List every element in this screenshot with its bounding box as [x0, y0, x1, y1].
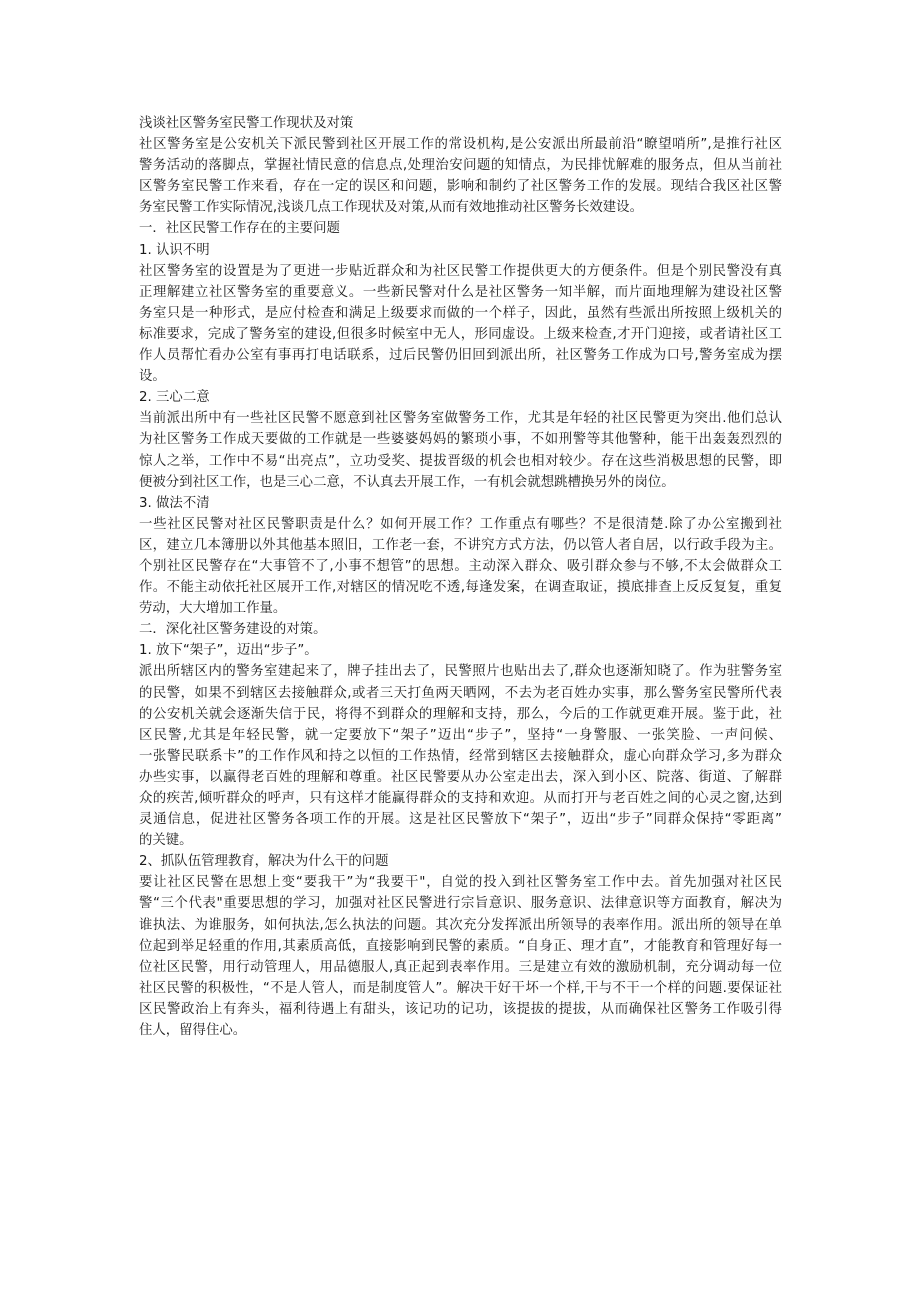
text-line: 住人，留得住心。: [139, 1023, 247, 1039]
text-line: 1. 认识不明: [139, 242, 210, 258]
document-title: 浅谈社区警务室民警工作现状及对策: [139, 116, 354, 131]
text-line: 劳动，大大增加工作量。: [139, 601, 287, 617]
text-line: 派出所辖区内的警务室建起来了，牌子挂出去了，民警照片也贴出去了,群众也逐渐知晓了。作为驻警务室: [139, 664, 782, 680]
text-line: 务室只是一种形式，是应付检查和满足上级要求而做的一个样子，因此，虽然有些派出所按照上级机关的: [139, 305, 782, 321]
text-line: 的公安机关就会逐渐失信于民，将得不到群众的理解和支持，那么，今后的工作就更难开展。鉴于此，社: [139, 706, 782, 722]
text-line: 位起到举足轻重的作用,其素质高低，直接影响到民警的素质。“自身正、理才直”，才能教育和管理好每一: [139, 938, 782, 954]
text-line: 一些社区民警对社区民警职责是什么？如何开展工作？工作重点有哪些？不是很清楚.除了办公室搬到社: [139, 516, 782, 532]
text-line: 标准要求，完成了警务室的建设,但很多时候室中无人，形同虚设。上级来检查,才开门迎接，或者请社区工: [139, 326, 782, 342]
text-line: 区警务室民警工作来看，存在一定的误区和问题，影响和制约了社区警务工作的发展。现结合我区社区警: [139, 179, 782, 195]
text-line: 社区警务室的设置是为了更进一步贴近群众和为社区民警工作提供更大的方便条件。但是个别民警没有真: [139, 263, 782, 279]
text-line: 3. 做法不清: [139, 495, 210, 511]
text-line: 区，建立几本簿册以外其他基本照旧，工作老一套，不讲究方式方法，仍以管人者自居，以行政手段为主。: [139, 537, 782, 553]
text-line: 社区警务室是公安机关下派民警到社区开展工作的常设机构,是公安派出所最前沿“瞭望哨所”,是推行社区: [139, 137, 782, 153]
text-line: 灵通信息，促进社区警务各项工作的开展。这是社区民警放下“架子”，迈出“步子”同群众保持“零距离”: [139, 812, 782, 828]
text-line: 谁执法、为谁服务，如何执法,怎么执法的问题。其次充分发挥派出所领导的表率作用。派出所的领导在单: [139, 917, 782, 933]
text-line: 众的疾苦,倾听群众的呼声，只有这样才能赢得群众的支持和欢迎。从而打开与老百姓之间的心灵之窗,达到: [139, 791, 782, 806]
document-page: [139, 113, 782, 1041]
text-line: 当前派出所中有一些社区民警不愿意到社区警务室做警务工作，尤其是年轻的社区民警更为突出.他们总认: [139, 411, 782, 427]
text-line: 社区民警的积极性，“不是人管人，而是制度管人”。解决干好干坏一个样,干与不干一个样的问题.要保证社: [139, 980, 782, 996]
text-line: 作。不能主动依托社区展开工作,对辖区的情况吃不透,每逢发案，在调查取证，摸底排查上反反复复，重复: [139, 580, 782, 596]
text-line: 警“三个代表"重要思想的学习，加强对社区民警进行宗旨意识、服务意识、法律意识等方面教育，解决为: [139, 896, 782, 912]
text-line: 一．社区民警工作存在的主要问题: [139, 221, 340, 237]
text-line: 一张警民联系卡”的工作作风和持之以恒的工作热情，经常到辖区去接触群众，虚心向群众学习,多为群众: [139, 748, 782, 764]
text-line: 要让社区民警在思想上变“要我干”为“我要干"，自觉的投入到社区警务室工作中去。首先加强对社区民: [139, 875, 782, 891]
text-line: 办些实事，以赢得老百姓的理解和尊重。社区民警要从办公室走出去，深入到小区、院落、街道、了解群: [139, 769, 782, 785]
text-line: 的民警，如果不到辖区去接触群众,或者三天打鱼两天晒网，不去为老百姓办实事，那么警务室民警所代表: [139, 685, 782, 701]
text-line: 区民警政治上有奔头，福利待遇上有甜头，该记功的记功，该提拔的提拔，从而确保社区警务工作吸引得: [139, 1001, 782, 1017]
text-line: 警务活动的落脚点，掌握社情民意的信息点,处理治安问题的知情点，为民排忧解难的服务点，但从当前社: [139, 158, 782, 174]
text-line: 惊人之举，工作中不易“出亮点”，立功受奖、提拔晋级的机会也相对较少。存在这些消极思想的民警，即: [139, 453, 782, 469]
text-line: 便被分到社区工作，也是三心二意，不认真去开展工作，一有机会就想跳槽换另外的岗位。: [139, 474, 675, 490]
text-line: 2. 三心二意: [139, 390, 210, 406]
text-line: 个别社区民警存在“大事管不了,小事不想管”的思想。主动深入群众、吸引群众参与不够,不太会做群众工: [139, 558, 782, 574]
text-line: 正理解建立社区警务室的重要意义。一些新民警对什么是社区警务一知半解，而片面地理解为建设社区警: [139, 284, 782, 300]
text-line: 为社区警务工作成天要做的工作就是一些婆婆妈妈的繁琐小事，不如刑警等其他警种，能干出轰轰烈烈的: [139, 432, 782, 448]
text-line: 务室民警工作实际情况,浅谈几点工作现状及对策,从而有效地推动社区警务长效建设。: [139, 200, 643, 216]
text-line: 区民警,尤其是年轻民警，就一定要放下“架子”迈出“步子”，坚持“一身警服、一张笑脸、一声问候、: [139, 727, 782, 743]
text-line: 的关键。: [139, 833, 193, 849]
text-line: 设。: [139, 369, 166, 385]
text-line: 二．深化社区警务建设的对策。: [139, 622, 327, 638]
text-line: 作人员帮忙看办公室有事再打电话联系，过后民警仍旧回到派出所，社区警务工作成为口号,警务室成为摆: [139, 348, 782, 364]
text-line: 1. 放下“架子”，迈出“步子”。: [139, 643, 318, 659]
text-line: 2、抓队伍管理教育，解决为什么干的问题: [139, 854, 389, 870]
text-line: 位社区民警，用行动管理人，用品德服人,真正起到表率作用。三是建立有效的激励机制，充分调动每一位: [139, 959, 782, 975]
